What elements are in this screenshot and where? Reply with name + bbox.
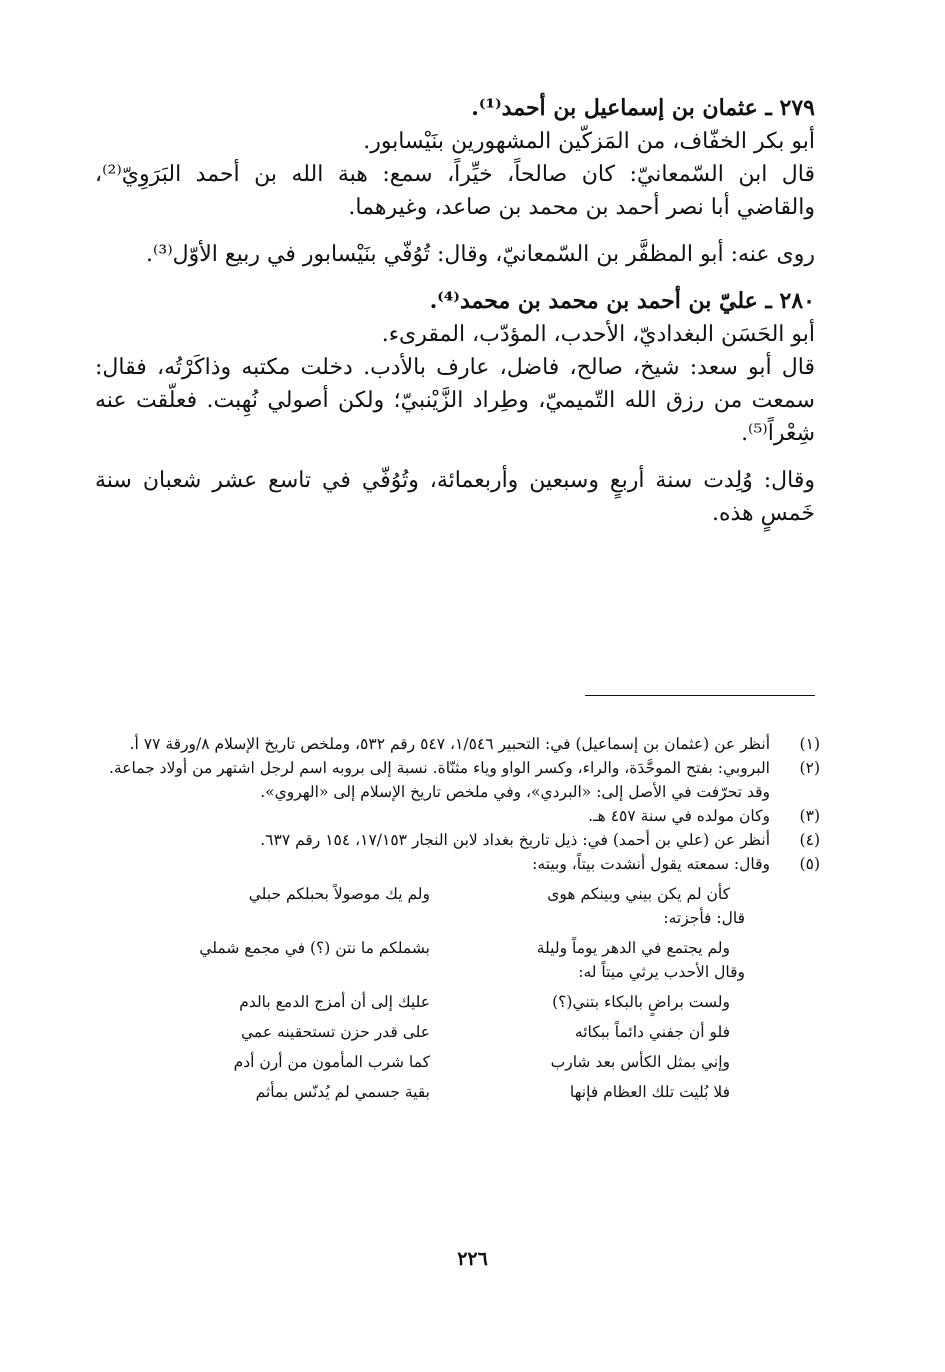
- verse-first-hemistich: فلو أن جفني دائماً ببكائه: [574, 1023, 730, 1041]
- verse-3: [100, 990, 820, 1014]
- footnote-number: (٢): [799, 759, 820, 777]
- main-text: [95, 92, 815, 530]
- footnote-text: وكان مولده في سنة ٤٥٧ هـ.: [588, 807, 770, 825]
- entry-279-paragraph-1: أبو بكر الخفّاف، من المَزكّين المشهورين بنَيْسابور.: [363, 129, 815, 154]
- verse-2: [100, 936, 820, 960]
- verse-first-hemistich: كأن لم يكن بيني وبينكم هوى: [547, 885, 730, 903]
- entry-279-paragraph-2: قال ابن السّمعانيّ: كان صالحاً، خيِّراً، سمع: هبة الله بن أحمد البَرَوِيّ⁽²⁾، والقاضي أبا نصر أحمد بن محمد بن صاعد، وغيرهما.: [95, 162, 815, 220]
- entry-279-paragraph-3: روى عنه: أبو المظفَّر بن السّمعانيّ، وقال: تُوُفّي بنَيْسابور في ربيع الأوّل⁽³⁾.: [146, 242, 815, 267]
- verse-5: [100, 1050, 820, 1074]
- footnote-1: [100, 732, 820, 756]
- footnote-divider: [585, 695, 815, 696]
- entry-280-paragraph-3: وقال: وُلِدت سنة أربعٍ وسبعين وأربعمائة، وتُوُفّي في تاسع عشر شعبان سنة خَمسٍ هذه.: [95, 468, 815, 526]
- verse-second-hemistich: بشملكم ما نتن (؟) في مجمع شملي: [199, 939, 430, 957]
- verse-second-hemistich: بقية جسمي لم يُدنّس بمأثم: [255, 1083, 430, 1101]
- footnote-2-continuation: وقد تحرّفت في الأصل إلى: «البردي»، وفي ملخص تاريخ الإسلام إلى «الهروي».: [260, 783, 770, 801]
- verse-second-hemistich: عليك إلى أن أمزج الدمع بالدم: [239, 993, 430, 1011]
- footnote-3: [100, 804, 820, 828]
- footnote-text: أنظر عن (عثمان بن إسماعيل) في: التحبير ١/٥٤٦، ٥٤٧ رقم ٥٣٢، وملخص تاريخ الإسلام ٨/ورقة ٧٧ أ.: [129, 735, 770, 753]
- verse-intro: قال: فأجزته:: [663, 909, 745, 927]
- verse-second-hemistich: ولم يك موصولاً بحبلكم حبلي: [248, 885, 430, 903]
- verse-4: [100, 1020, 820, 1044]
- footnote-text: وقال: سمعته يقول أنشدت بيتاً، وبيته:: [532, 855, 770, 873]
- verse-first-hemistich: وإني بمثل الكأس بعد شارب: [550, 1053, 730, 1071]
- page-number: ٢٢٦: [457, 1248, 488, 1270]
- footnote-number: (١): [799, 735, 820, 753]
- entry-heading-279: ٢٧٩ ـ عثمان بن إسماعيل بن أحمد⁽¹⁾.: [471, 95, 815, 121]
- verse-second-hemistich: كما شرب المأمون من أرن أدم: [233, 1053, 430, 1071]
- verse-first-hemistich: ولم يجتمع في الدهر يوماً وليلة: [536, 939, 730, 957]
- footnote-5: [100, 852, 820, 876]
- footnote-4: [100, 828, 820, 852]
- entry-heading-280: ٢٨٠ ـ عليّ بن أحمد بن محمد بن محمد⁽⁴⁾.: [429, 288, 815, 314]
- footnotes: [100, 732, 820, 1104]
- verse-first-hemistich: فلا بُليت تلك العظام فإنها: [569, 1083, 730, 1101]
- verse-intro: وقال الأحدب يرثي ميتاً له:: [578, 963, 745, 981]
- entry-280-paragraph-1: أبو الحَسَن البغداديّ، الأحدب، المؤدّب، المقرىء.: [381, 322, 815, 347]
- footnote-number: (٤): [799, 831, 820, 849]
- verse-1: [100, 882, 820, 906]
- footnote-text: البروبي: بفتح الموحَّدَة، والراء، وكسر الواو وياء مثنّاة. نسبة إلى بروبه اسم لرجل اشتهر من أولاد جماعة.: [109, 759, 770, 777]
- verse-second-hemistich: على قدر حزن تستحقينه عمي: [240, 1023, 430, 1041]
- footnote-2: [100, 756, 820, 780]
- footnote-number: (٣): [799, 807, 820, 825]
- entry-280-paragraph-2: قال أبو سعد: شيخ، صالح، فاضل، عارف بالأدب. دخلت مكتبه وذاكَرْتُه، فقال: سمعت من رزق الله التّميميّ، وطِراد الزَّيْنبيّ؛ ولكن أصولي نُهِبت. فعلّقت عنه شِعْراً⁽⁵⁾.: [95, 355, 815, 446]
- footnote-number: (٥): [799, 855, 820, 873]
- verse-first-hemistich: ولست براضٍ بالبكاء بتني(؟): [552, 993, 730, 1011]
- footnote-text: أنظر عن (علي بن أحمد) في: ذيل تاريخ بغداد لابن النجار ١٧/١٥٣، ١٥٤ رقم ٦٣٧.: [260, 831, 770, 849]
- verse-6: [100, 1080, 820, 1104]
